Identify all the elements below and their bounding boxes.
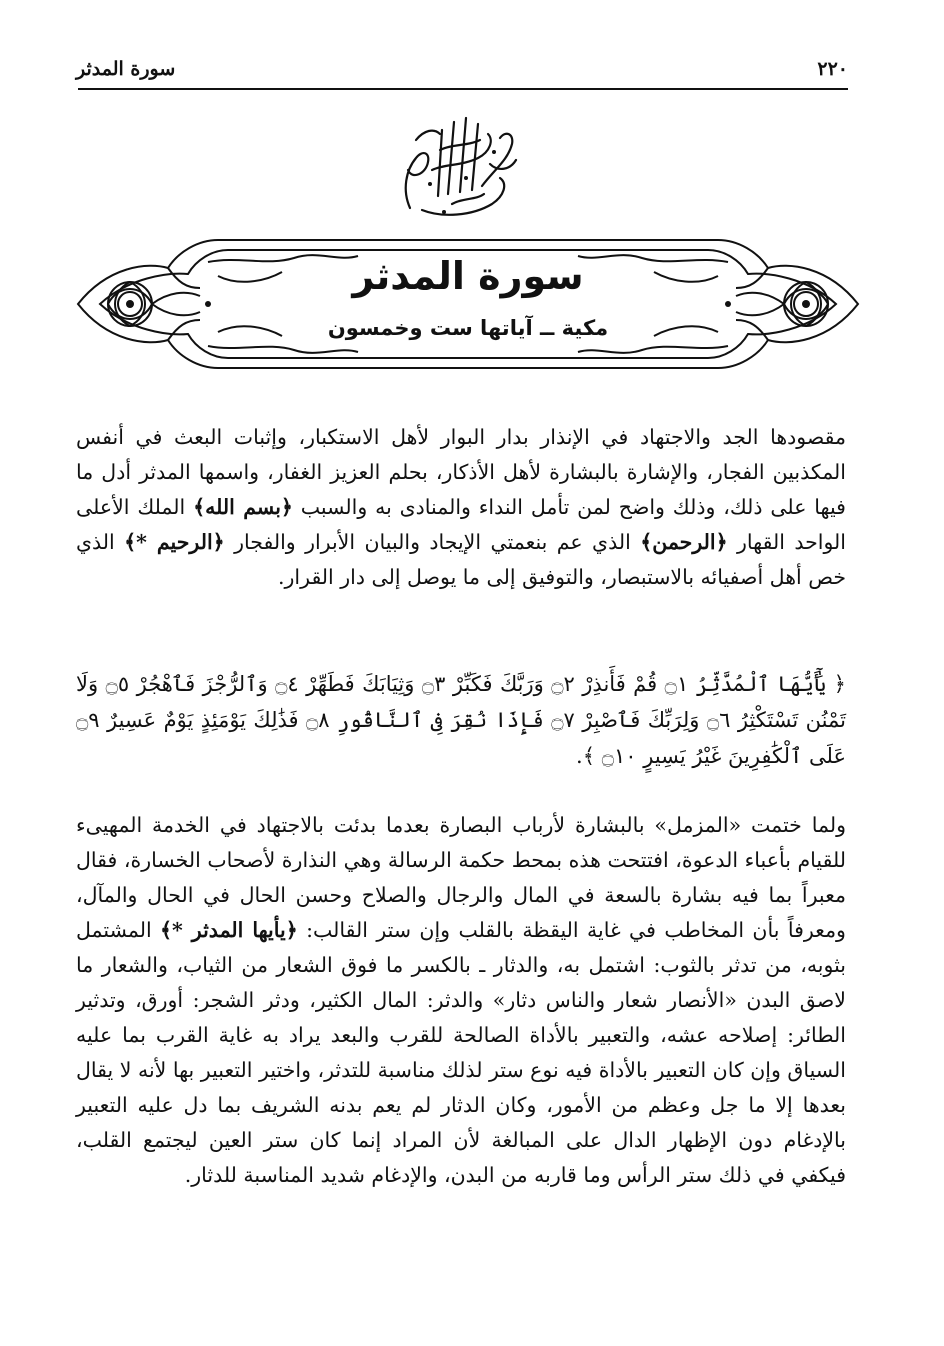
- intro-text-3: الذي عم بنعمتي الإيجاد والبيان الأبرار والفجار: [234, 530, 631, 554]
- intro-text-1: مقصودها الجد والاجتهاد في الإنذار بدار البوار لأهل الاستكبار، وإثبات البعث في أنفس المكذبين الفجار، والإشارة بالبشارة لأهل الأذكار، بحلم العزيز الغفار، واسمها المدثر أدل ما فيها على ذلك، وذلك واضح لمن تأمل النداء والمنادى به والسبب: [76, 425, 846, 519]
- commentary-paragraph: [76, 808, 846, 1193]
- page-number: ٢٢٠: [817, 58, 848, 80]
- basmala-calligraphy: [382, 100, 532, 225]
- commentary-text-1: ولما ختمت «المزمل» بالبشارة لأرباب البصارة بعدما بدئت بالاجتهاد في الخدمة المهيىء للقيام بأعباء الدعوة، افتتحت هذه بمحط حكمة الرسالة وهي النذارة لأصحاب الخسارة، فقال معبراً بما فيه بشارة بالسعة في المال والرجال والصلاح وحسن الحال في الحال والمآل، ومعرفاً بأن المخاطب في غاية اليقظة بالقلب وإن ستر القالب:: [76, 813, 846, 942]
- commentary-text-2: المشتمل بثوبه، من تدثر بالثوب: اشتمل به، والدثار ـ بالكسر ما فوق الشعار من الثياب، والشعار ما لاصق البدن «الأنصار شعار والناس دثار» والدثر: المال الكثير، ودثر الشجر: أورق، وتدثير الطائر: إصلاحه عشه، والتعبير بالأداة الصالحة للقرب والبعد يراد به غاية القرب بما عليه السياق وإن كان التعبير بالأداة فيه نوع ستر لذلك مناسبة للتدثر، واختير التعبير بها لأنه لا يقال بعدها إلا ما جل وعظم من الأمور، وكان الدثار لم يعم بدنه الشريف بما دل عليه التعبير بالإدغام دون الإظهار الدال على المبالغة لأن المراد إنما كان ستر العين ليجتمع القلب، فيكفي في ذلك ستر الرأس وما قاربه من البدن، والإدغام شديد المناسبة للدثار.: [76, 918, 846, 1187]
- header-rule: [78, 88, 848, 90]
- rahim-reference: ﴿الرحيم *﴾: [124, 530, 225, 554]
- basmala-text: [382, 152, 532, 167]
- basmala-reference: ﴿بسم الله﴾: [193, 495, 293, 519]
- surah-title: سورة المدثر: [352, 254, 584, 298]
- intro-text-2: الملك الأعلى الواحد القهار: [76, 495, 846, 554]
- verse-quote: ﴿يأيها المدثر *﴾: [160, 918, 298, 942]
- running-surah-title: سورة المدثر: [76, 58, 176, 80]
- intro-paragraph: [76, 420, 846, 595]
- running-header: [76, 54, 848, 84]
- quran-verses: ﴿ يَٰٓأَيُّهَا ٱلْمُدَّثِّرُ ۝١ قُمْ فَأَنذِرْ ۝٢ وَرَبَّكَ فَكَبِّرْ ۝٣ وَثِيَابَكَ فَطَهِّرْ ۝٤ وَٱلرُّجْزَ فَٱهْجُرْ ۝٥ وَلَا تَمْنُن تَسْتَكْثِرُ ۝٦ وَلِرَبِّكَ فَٱصْبِرْ ۝٧ فَإِذَا نُقِرَ فِى ٱلنَّاقُورِ ۝٨ فَذَٰلِكَ يَوْمَئِذٍ يَوْمٌ عَسِيرٌ ۝٩ عَلَى ٱلْكَٰفِرِينَ غَيْرُ يَسِيرٍ ۝١٠ ﴾.: [76, 672, 846, 768]
- intro-text-4: الذي خص أهل أصفيائه بالاستبصار، والتوفيق إلى ما يوصل إلى دار القرار.: [76, 530, 846, 589]
- surah-subtitle: مكية ــ آياتها ست وخمسون: [327, 316, 609, 340]
- rahman-reference: ﴿الرحمن﴾: [640, 530, 728, 554]
